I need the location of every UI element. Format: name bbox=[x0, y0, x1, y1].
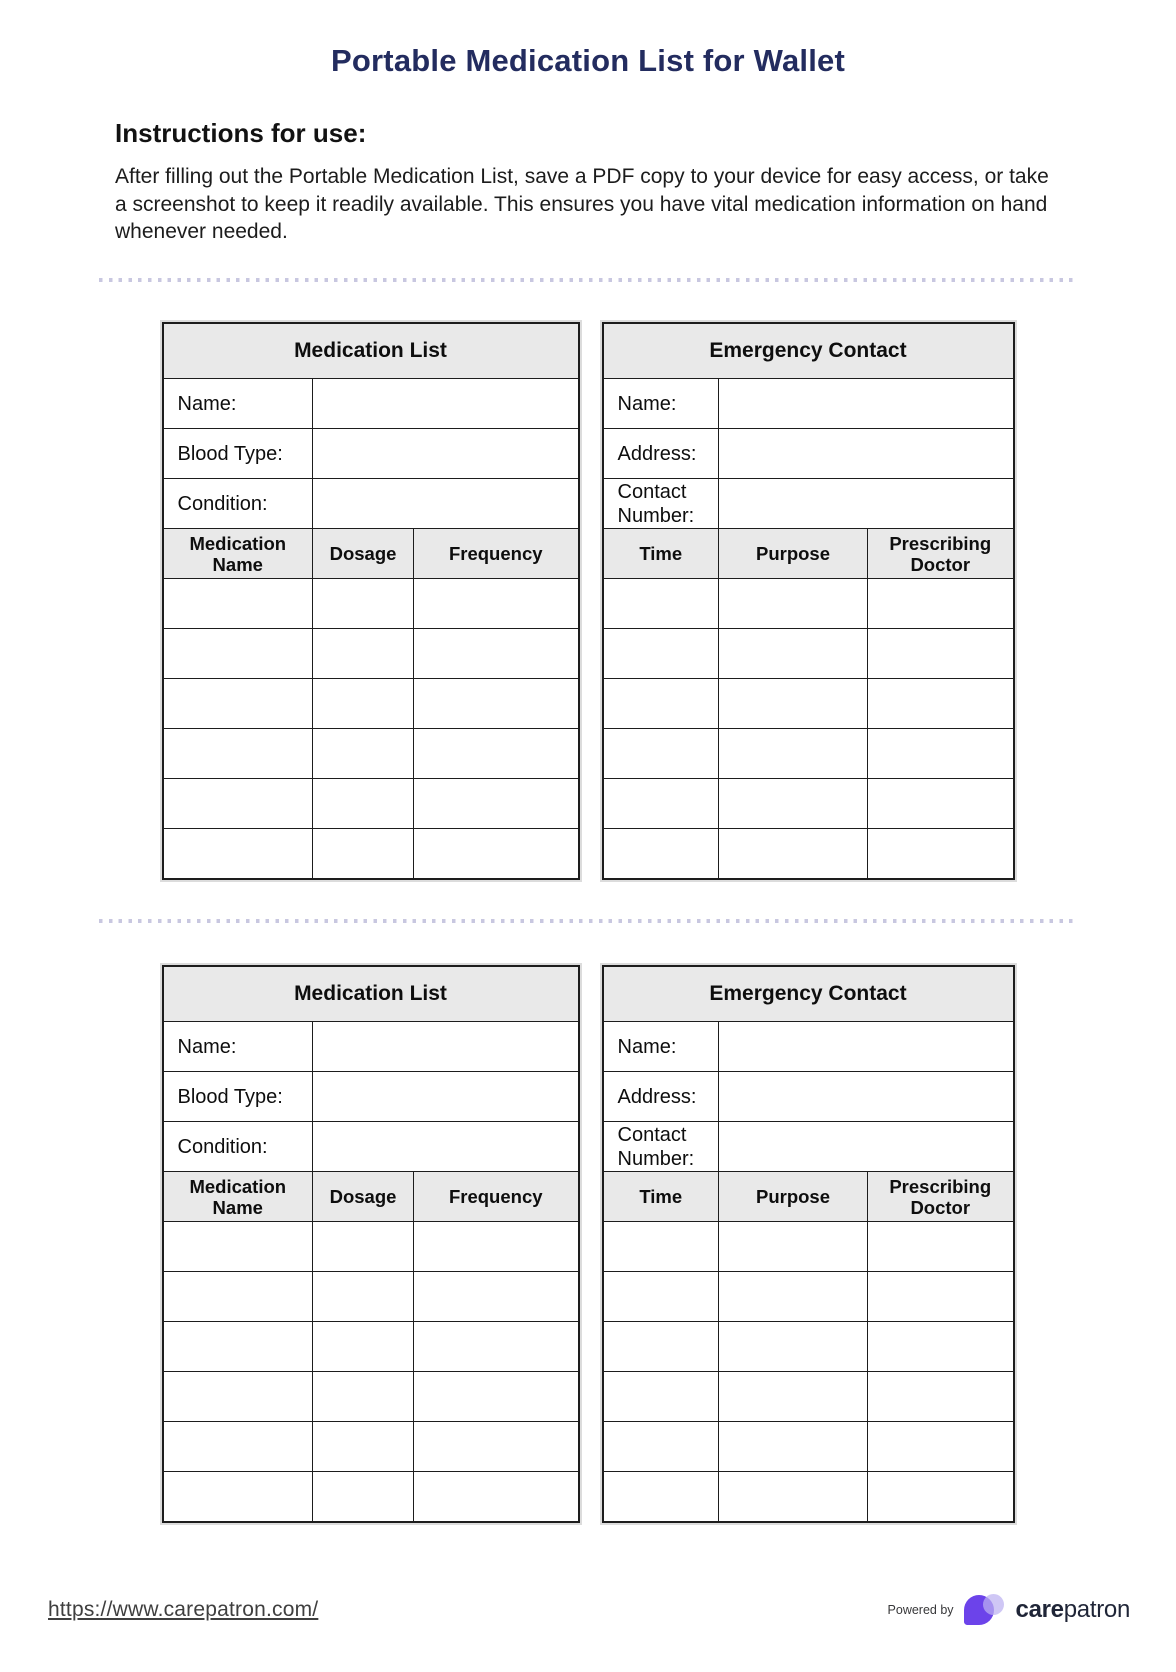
field-value-name bbox=[719, 1022, 1014, 1072]
column-header-dosage: Dosage bbox=[313, 1172, 414, 1222]
card-title: Emergency Contact bbox=[603, 966, 1014, 1022]
field-label-condition: Condition: bbox=[163, 479, 313, 529]
field-label-name: Name: bbox=[163, 1022, 313, 1072]
column-header-dosage: Dosage bbox=[313, 529, 414, 579]
instructions-heading: Instructions for use: bbox=[115, 118, 367, 148]
empty-table-row bbox=[163, 729, 579, 779]
dotted-divider bbox=[99, 278, 1079, 282]
empty-table-row bbox=[603, 1372, 1014, 1422]
column-header-medication-name: Medication Name bbox=[163, 529, 313, 579]
empty-table-row bbox=[163, 629, 579, 679]
field-label-name: Name: bbox=[163, 379, 313, 429]
column-header-time: Time bbox=[603, 1172, 719, 1222]
field-value-blood-type bbox=[313, 429, 579, 479]
powered-by-label: Powered by bbox=[887, 1603, 954, 1617]
carepatron-logo-icon bbox=[964, 1594, 1006, 1626]
column-header-purpose: Purpose bbox=[719, 1172, 868, 1222]
column-header-medication-name: Medication Name bbox=[163, 1172, 313, 1222]
empty-table-row bbox=[603, 679, 1014, 729]
empty-table-row bbox=[603, 1472, 1014, 1522]
page-title: Portable Medication List for Wallet bbox=[331, 43, 845, 78]
column-header-time: Time bbox=[603, 529, 719, 579]
field-label-name: Name: bbox=[603, 1022, 719, 1072]
empty-table-row bbox=[163, 1472, 579, 1522]
empty-table-row bbox=[603, 829, 1014, 879]
empty-table-row bbox=[603, 1422, 1014, 1472]
field-value-blood-type bbox=[313, 1072, 579, 1122]
card-title: Emergency Contact bbox=[603, 323, 1014, 379]
column-header-frequency: Frequency bbox=[414, 529, 579, 579]
empty-table-row bbox=[163, 1422, 579, 1472]
field-label-blood-type: Blood Type: bbox=[163, 429, 313, 479]
field-label-address: Address: bbox=[603, 429, 719, 479]
field-label-blood-type: Blood Type: bbox=[163, 1072, 313, 1122]
card-title: Medication List bbox=[163, 323, 579, 379]
empty-table-row bbox=[603, 629, 1014, 679]
field-label-address: Address: bbox=[603, 1072, 719, 1122]
field-label-name: Name: bbox=[603, 379, 719, 429]
logo-bubble-light-shape bbox=[983, 1594, 1004, 1615]
empty-table-row bbox=[163, 779, 579, 829]
column-header-prescribing-doctor: Prescribing Doctor bbox=[868, 1172, 1014, 1222]
instructions-body: After filling out the Portable Medication List, save a PDF copy to your device for easy access, or take a screenshot to keep it readily available. This ensures you have vital medication information on hand whenever needed. bbox=[115, 165, 1049, 243]
empty-table-row bbox=[163, 829, 579, 879]
empty-table-row bbox=[603, 729, 1014, 779]
field-value-condition bbox=[313, 479, 579, 529]
empty-table-row bbox=[163, 579, 579, 629]
footer bbox=[0, 1594, 1176, 1626]
field-value-address bbox=[719, 1072, 1014, 1122]
field-value-name bbox=[313, 379, 579, 429]
field-value-contact-number bbox=[719, 479, 1014, 529]
carepatron-wordmark: carepatron bbox=[1015, 1596, 1130, 1623]
field-value-contact-number bbox=[719, 1122, 1014, 1172]
empty-table-row bbox=[603, 579, 1014, 629]
card-section-1 bbox=[162, 322, 1015, 880]
empty-table-row bbox=[163, 1372, 579, 1422]
empty-table-row bbox=[163, 1222, 579, 1272]
empty-table-row bbox=[163, 679, 579, 729]
field-value-address bbox=[719, 429, 1014, 479]
empty-table-row bbox=[603, 1322, 1014, 1372]
field-label-contact-number: Contact Number: bbox=[603, 479, 719, 529]
instructions-block bbox=[115, 118, 1055, 246]
column-header-prescribing-doctor: Prescribing Doctor bbox=[868, 529, 1014, 579]
medication-list-table bbox=[162, 322, 580, 880]
medication-list-table bbox=[162, 965, 580, 1523]
card-section-2 bbox=[162, 965, 1015, 1523]
field-label-condition: Condition: bbox=[163, 1122, 313, 1172]
empty-table-row bbox=[163, 1322, 579, 1372]
empty-table-row bbox=[603, 1272, 1014, 1322]
empty-table-row bbox=[163, 1272, 579, 1322]
empty-table-row bbox=[603, 1222, 1014, 1272]
field-label-contact-number: Contact Number: bbox=[603, 1122, 719, 1172]
dotted-divider bbox=[99, 919, 1079, 923]
emergency-contact-table bbox=[602, 965, 1015, 1523]
field-value-condition bbox=[313, 1122, 579, 1172]
column-header-purpose: Purpose bbox=[719, 529, 868, 579]
empty-table-row bbox=[603, 779, 1014, 829]
powered-by-carepatron[interactable] bbox=[888, 1594, 1130, 1626]
emergency-contact-table bbox=[602, 322, 1015, 880]
field-value-name bbox=[719, 379, 1014, 429]
field-value-name bbox=[313, 1022, 579, 1072]
carepatron-link[interactable]: https://www.carepatron.com/ bbox=[48, 1598, 319, 1621]
card-title: Medication List bbox=[163, 966, 579, 1022]
column-header-frequency: Frequency bbox=[414, 1172, 579, 1222]
